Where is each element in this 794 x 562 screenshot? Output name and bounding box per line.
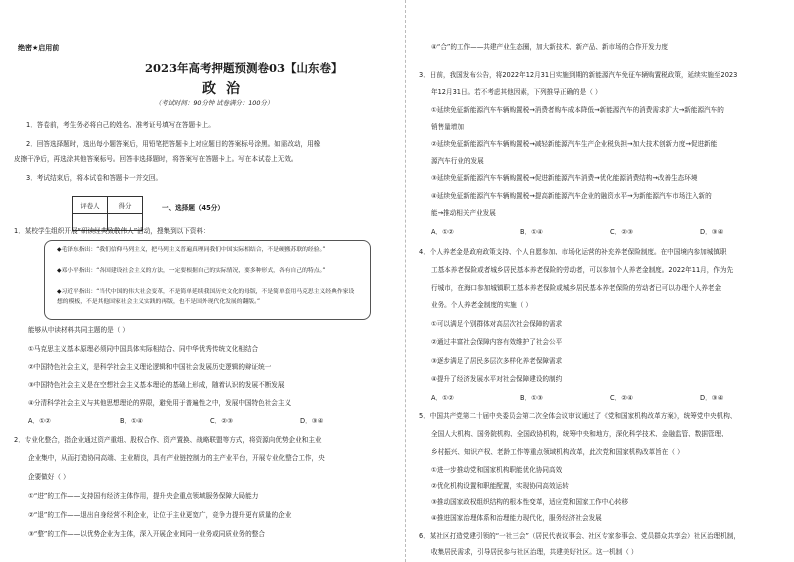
right-column	[415, 0, 794, 562]
instruction-1: 1．答卷前，考生务必将自己的姓名、准考证号填写在答题卡上。	[26, 121, 215, 129]
q3-option-4a: ④延续免征新能源汽车车辆购置税→提高新能源汽车企业的融资水平→为新能源汽车市场注入新的	[431, 192, 712, 200]
q4-stem-line-1: 4．个人养老金是政府政策支持、个人自愿参加、市场化运营的补充养老保险制度。在中国境内参加城镇职	[419, 248, 727, 256]
q6-stem-line-2: 收集居民需求，引导居民参与社区治理，共建美好社区。这一机制（ ）	[431, 548, 638, 556]
q1-lead: 能够从申读材料共同主题的是（ ）	[28, 326, 130, 334]
q4-stem-line-2: 工基本养老保险或者城乡居民基本养老保险的劳动者，可以参加个人养老金制度。2022年11月，作为先	[431, 266, 734, 274]
q3-stem-line-2: 年12月31日。若不考虑其他因素，下列推导正确的是（ ）	[431, 88, 602, 96]
confidential-seal: 绝密★启用前	[18, 44, 60, 52]
column-divider	[405, 0, 406, 562]
reviewer-label: 评卷人	[73, 197, 108, 214]
q5-option-2: ②优化机构设置和职能配置，实现协同高效运转	[431, 482, 569, 490]
q5-option-3: ③推动国家政权组织结构的根本性变革，适应党和国家工作中心转移	[431, 498, 629, 506]
exam-title: 2023年高考押题预测卷03【山东卷】	[145, 61, 343, 75]
q1-quote-mao: ◆毛泽东指出：“我们信仰马列主义，把马列主义普遍真理同我们中国实际相结合，不是硬搬苏联的经验。”	[57, 247, 326, 253]
q4-stem-line-3: 行城市，在海口参加城镇职工基本养老保险或城乡居民基本养老保险的劳动者已可以办理个人养老金	[431, 284, 722, 292]
exam-subject: 政治	[202, 81, 250, 97]
q5-stem-line-2: 全国人大机构、国务院机构、全国政协机构，统筹中央和地方，深化科学技术、金融监管、数据管理、	[431, 430, 728, 438]
q1-quote-xi: ◆习近平指出：“当代中国的伟大社会变革，不是简单延续我国历史文化的母版，不是简单套用马克思主义经典作家设想的模板，不是其他国家社会主义实践的再版，也不是国外现代化发展的翻版。”	[57, 289, 355, 305]
q5-stem-line-3: 乡村振兴、知识产权、老龄工作等重点领域机构改革，此次党和国家机构改革旨在（ ）	[431, 448, 684, 456]
q4-answer-b: B．①③	[520, 394, 543, 402]
q1-option-2: ②中国特色社会主义，是科学社会主义理论逻辑和中国社会发展历史逻辑的辩证统一	[28, 363, 272, 371]
q1-option-4: ④分清科学社会主义与其他思想理论的界限，避免用于普遍性之中，发展中国特色社会主义	[28, 399, 292, 407]
q3-option-1b: 销售量增加	[431, 123, 464, 131]
q2-stem-line-3: 企要做好（ ）	[28, 473, 70, 481]
q1-answer-d: D．③④	[300, 417, 324, 425]
q3-option-2a: ②延续免征新能源汽车车辆购置税→减轻新能源汽车生产企业税负担→加大技术创新力度→促进新能	[431, 140, 718, 148]
q1-answer-b: B．①④	[120, 417, 143, 425]
q1-option-1: ①马克思主义基本原理必须同中国具体实际相结合、同中华优秀传统文化相结合	[28, 345, 259, 353]
q3-answer-b: B．①④	[520, 228, 543, 236]
q3-option-2b: 源汽车行业的发展	[431, 157, 484, 165]
q2-option-1: ①“进”的工作——支持国有经济主体作用，提升央企重点领域服务保障大局能力	[28, 492, 259, 500]
q4-answer-a: A．①②	[431, 394, 454, 402]
q1-stem: 1．某校学生组织开展“研读经典致敬伟人”活动，搜集到以下资料：	[14, 227, 210, 235]
q2-option-3: ③“整”的工作——以优势企业为主体，深入开展企业间同一业务或同质业务的整合	[28, 530, 265, 538]
q3-stem-line-1: 3．日前，我国发布公告，将2022年12月31日实施到期的新能源汽车免征车辆购置税政策，延续实施至2023	[419, 71, 738, 79]
q1-quote-box	[44, 240, 371, 320]
q4-option-3: ③逐步满足了居民多层次多样化养老保障需求	[431, 357, 563, 365]
score-label: 得分	[108, 197, 143, 214]
q4-option-1: ①可以满足个别群体对高层次社会保障的需求	[431, 320, 563, 328]
q3-answer-c: C．②③	[610, 228, 634, 236]
q1-answer-a: A．①②	[28, 417, 51, 425]
q3-option-3: ③延续免征新能源汽车车辆购置税→促进新能源汽车消费→优化能源消费结构→改善生态环境	[431, 174, 698, 182]
q4-option-4: ④提升了经济发展水平对社会保障建设的制约	[431, 375, 563, 383]
q2-stem-line-2: 企业集中，从而打造协同高端、主业精良，具有产业链控制力的主产业平台，开展专业化整合工作，央	[28, 454, 325, 462]
q5-option-4: ④推进国家治理体系和治理能力现代化，服务经济社会发展	[431, 514, 602, 522]
section-heading: 一、选择题（45分）	[162, 204, 224, 212]
q1-quote-deng: ◆邓小平指出：“各国建设社会主义的方法，一定要根据自己的实际情况，要多种形式，各有自己的特点。”	[57, 268, 326, 274]
q2-stem-line-1: 2．专业化整合，指企业通过资产重组、股权合作、资产置换、战略联盟等方式，将资源向优势企业和主业	[14, 436, 322, 444]
q5-stem-line-1: 5．中国共产党第二十届中央委员会第二次全体会议审议通过了《党和国家机构改革方案》，统筹党中央机构、	[419, 412, 737, 420]
q1-answer-c: C．②③	[210, 417, 234, 425]
instruction-2a: 2．回答选择题时，选出每小题答案后，用铅笔把答题卡上对应题目的答案标号涂黑。如需改动，用橡	[26, 140, 321, 148]
q3-option-1a: ①延续免征新能源汽车车辆购置税→消费者购车成本降低→新能源汽车的消费需求扩大→新能源汽车的	[431, 106, 724, 114]
q4-stem-line-4: 业务。个人养老金制度的实施（ ）	[431, 301, 533, 309]
q3-answer-d: D．③④	[700, 228, 724, 236]
q2-option-2: ②“退”的工作——退出自身经营不利企业，让位于主业更宽广，竞争力提升更有质量的企业	[28, 511, 292, 519]
q6-stem-line-1: 6．某社区打造党建引领的“一社三会”（居民代表议事会、社区专家参事会、党员群众共享会）社区治理机制，	[419, 532, 740, 540]
q3-answer-a: A．①②	[431, 228, 454, 236]
q4-answer-c: C．②④	[610, 394, 634, 402]
q3-option-4b: 能→推动相关产业发展	[431, 209, 496, 217]
q2-option-4: ④“合”的工作——共建产业生态圈，加大新技术、新产品、新市场的合作开发力度	[431, 43, 668, 51]
q4-option-2: ②通过丰富社会保障内容有效维护了社会公平	[431, 338, 563, 346]
instruction-2b: 皮擦干净后，再选涂其他答案标号。回答非选择题时，将答案写在答题卡上。写在本试卷上无效。	[14, 155, 298, 163]
instruction-3: 3．考试结束后，将本试卷和答题卡一并交回。	[26, 174, 163, 182]
q4-answer-d: D．③④	[700, 394, 724, 402]
exam-meta: （考试时间：90分钟 试卷满分：100分）	[155, 99, 274, 107]
q5-option-1: ①进一步推动党和国家机构职能优化协同高效	[431, 466, 563, 474]
q1-option-3: ③中国特色社会主义是在空想社会主义基本理论的基础上形成，随着认识的发展不断发展	[28, 381, 285, 389]
left-column	[10, 0, 390, 562]
